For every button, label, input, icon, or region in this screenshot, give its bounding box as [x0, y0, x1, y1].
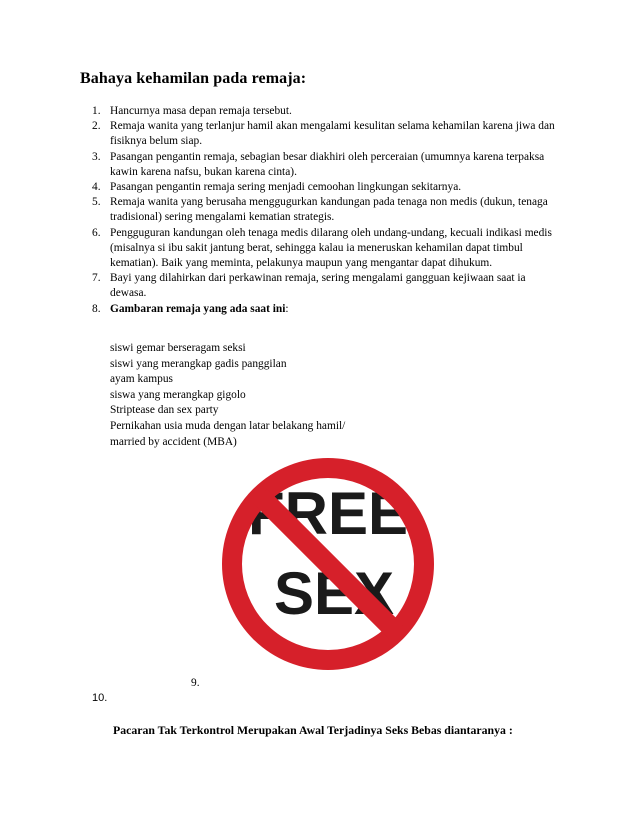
sub-item: siswi yang merangkap gadis panggilan — [110, 357, 287, 370]
list-number: 4. — [92, 181, 101, 194]
list-item — [92, 150, 562, 180]
list-item — [92, 271, 562, 301]
list-text: Pengguguran kandungan oleh tenaga medis dilarang oleh undang-undang, kecuali indikasi medis (misalnya si ibu sakit jantung berat, sehingga kalau ia meneruskan kehamilan dapat timbul kematian). Baik yang meminta, pelakunya maupun yang mengantar dapat dihukum. — [110, 226, 552, 270]
list-number: 8. — [92, 302, 101, 315]
closing-heading: Pacaran Tak Terkontrol Merupakan Awal Terjadinya Seks Bebas diantaranya : — [113, 723, 513, 737]
section-heading: Bahaya kehamilan pada remaja: — [80, 70, 307, 87]
sub-item: siswa yang merangkap gigolo — [110, 388, 246, 401]
list-number: 3. — [92, 150, 101, 163]
list-item — [92, 226, 562, 272]
list-number: 1. — [92, 105, 101, 117]
list-text: Remaja wanita yang berusaha menggugurkan kandungan pada tenaga non medis (dukun, tenaga tradisional) sering mengalami kematian strategis. — [110, 196, 548, 224]
list-item — [92, 119, 562, 149]
list-number: 7. — [92, 272, 101, 285]
list-number-9: 9. — [191, 677, 200, 689]
list-item — [92, 302, 562, 317]
list-text: Bayi yang dilahirkan dari perkawinan remaja, sering mengalami gangguan kejiwaan saat ia dewasa. — [110, 272, 526, 300]
no-free-sex-sign — [218, 454, 438, 674]
danger-list — [92, 104, 562, 317]
sub-item: Pernikahan usia muda dengan latar belakang hamil/ — [110, 419, 346, 432]
sub-item: Striptease dan sex party — [110, 404, 219, 417]
list-text: Pasangan pengantin remaja, sebagian besar diakhiri oleh perceraian (umumnya karena terpaksa kawin karena nafsu, bukan karena cinta). — [110, 150, 545, 178]
list-number-10: 10. — [92, 692, 108, 704]
list-number: 5. — [92, 196, 101, 209]
sign-text-free: FREE — [247, 480, 409, 547]
list-item — [92, 180, 562, 195]
list-text-bold: Gambaran remaja yang ada saat ini — [110, 302, 286, 315]
prohibition-sign-image — [218, 454, 438, 674]
sub-item: ayam kampus — [110, 373, 173, 386]
list-text: Remaja wanita yang terlanjur hamil akan mengalami kesulitan selama kehamilan karena jiwa dan fisiknya belum siap. — [110, 120, 555, 148]
sub-item: siswi gemar berseragam seksi — [110, 342, 246, 354]
list-text: Pasangan pengantin remaja sering menjadi cemoohan lingkungan sekitarnya. — [110, 181, 462, 194]
list-number: 2. — [92, 120, 101, 133]
list-item — [92, 104, 562, 119]
sub-item: married by accident (MBA) — [110, 435, 237, 448]
list-number: 6. — [92, 226, 101, 239]
list-text: Hancurnya masa depan remaja tersebut. — [110, 105, 292, 117]
sign-text-sex: SEX — [273, 560, 395, 627]
list-item — [92, 195, 562, 225]
sub-list — [110, 341, 510, 450]
list-suffix: : — [285, 302, 289, 315]
